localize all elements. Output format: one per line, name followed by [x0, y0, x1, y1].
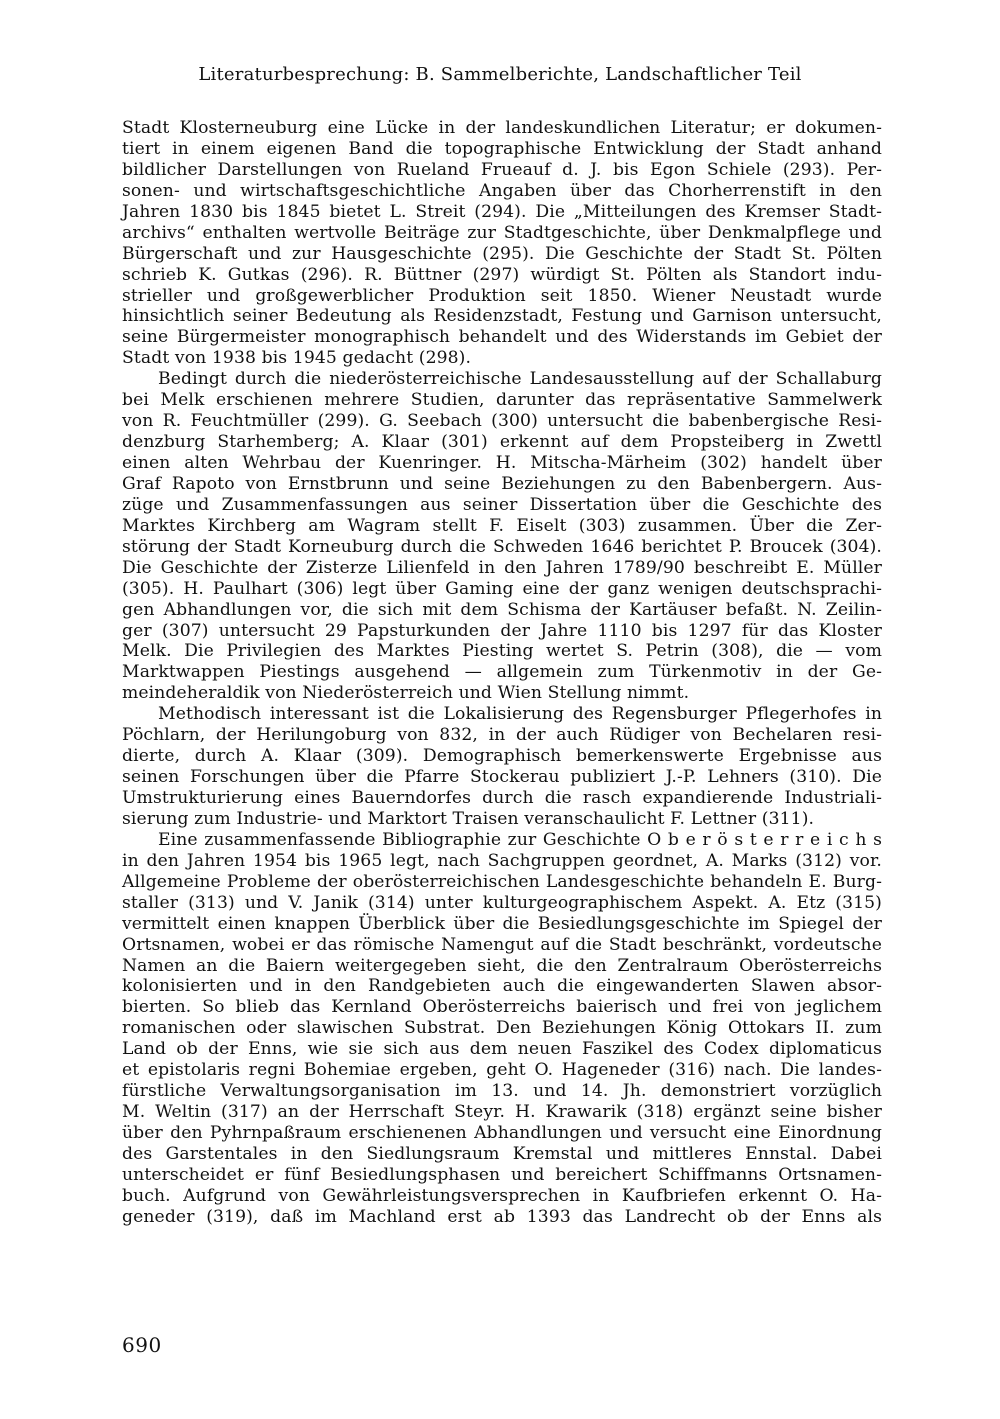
paragraph [122, 118, 882, 369]
text-line: dierte, durch A. Klaar (309). Demographisch bemerkenswerte Ergebnisse aus [122, 746, 882, 767]
text-line: Bürgerschaft und zur Hausgeschichte (295). Die Geschichte der Stadt St. Pölten [122, 243, 882, 264]
text-line: gen Abhandlungen vor, die sich mit dem Schisma der Kartäuser befaßt. N. Zeilin- [122, 599, 882, 620]
text-line: geneder (319), daß im Machland erst ab 1393 das Landrecht ob der Enns als [122, 1206, 882, 1227]
text-line: Pöchlarn, der Herilungoburg von 832, in der auch Rüdiger von Bechelaren resi- [122, 725, 882, 746]
text-line: des Garstentales in den Siedlungsraum Kremstal und mittleres Ennstal. Dabei [122, 1143, 882, 1164]
text-line: vermittelt einen knappen Überblick über die Besiedlungsgeschichte im Spiegel der [122, 913, 882, 934]
text-line: Namen an die Baiern weitergegeben sieht, die den Zentralraum Oberösterreichs [122, 955, 882, 976]
text-line: einen alten Wehrbau der Kuenringer. H. Mitscha-Märheim (302) handelt über [122, 453, 882, 473]
text-line: archivs“ enthalten wertvolle Beiträge zur Stadtgeschichte, über Denkmalpflege und [122, 222, 882, 243]
text-line: züge und Zusammenfassungen aus seiner Dissertation über die Geschichte des [122, 494, 882, 515]
text-line: buch. Aufgrund von Gewährleistungsversprechen in Kaufbriefen erkennt O. Ha- [122, 1185, 882, 1206]
paragraph [122, 830, 882, 1228]
text-line: kolonisierten und in den Randgebieten auch die eingewanderten Slawen absor- [122, 976, 882, 997]
text-line: schrieb K. Gutkas (296). R. Büttner (297) würdigt St. Pölten als Standort indu- [122, 264, 882, 285]
text-line: störung der Stadt Korneuburg durch die Schweden 1646 berichtet P. Broucek (304). [122, 536, 882, 557]
paragraph [122, 369, 882, 704]
text-line: denzburg Starhemberg; A. Klaar (301) erkennt auf dem Propsteiberg in Zwettl [122, 432, 882, 453]
text-line: staller (313) und V. Janik (314) unter kulturgeographischem Aspekt. A. Etz (315) [122, 892, 882, 913]
text-line: Marktes Kirchberg am Wagram stellt F. Eiselt (303) zusammen. Über die Zer- [122, 515, 882, 536]
text-line: tiert in einem eigenen Band die topographische Entwicklung der Stadt anhand [122, 138, 882, 159]
text-line: M. Weltin (317) an der Herrschaft Steyr. H. Krawarik (318) ergänzt seine bisher [122, 1102, 882, 1123]
body-text [122, 118, 882, 1228]
text-line: Jahren 1830 bis 1845 bietet L. Streit (294). Die „Mitteilungen des Kremser Stadt- [122, 201, 882, 222]
text-line: sonen- und wirtschaftsgeschichtliche Angaben über das Chorherrenstift in den [122, 180, 882, 201]
text-line: sierung zum Industrie- und Marktort Traisen veranschaulicht F. Lettner (311). [122, 808, 815, 829]
text-line: Graf Rapoto von Ernstbrunn und seine Beziehungen zu den Babenbergern. Aus- [122, 473, 882, 494]
text-line: Melk. Die Privilegien des Marktes Piesting wertet S. Petrin (308), die — vom [122, 641, 882, 662]
text-line: meindeheraldik von Niederösterreich und Wien Stellung nimmt. [122, 683, 690, 704]
text-line: Marktwappen Piestings ausgehend — allgemein zum Türkenmotiv in der Ge- [122, 662, 882, 683]
text-line: über den Pyhrnpaßraum erschienenen Abhandlungen und versucht eine Einordnung [122, 1123, 882, 1143]
text-line: Die Geschichte der Zisterze Lilienfeld in den Jahren 1789/90 beschreibt E. Müller [122, 557, 882, 578]
text-line: seinen Forschungen über die Pfarre Stockerau publiziert J.-P. Lehners (310). Die [122, 767, 882, 788]
text-line: seine Bürgermeister monographisch behandelt und des Widerstands im Gebiet der [122, 327, 882, 348]
text-line: romanischen oder slawischen Substrat. Den Beziehungen König Ottokars II. zum [122, 1018, 882, 1039]
text-line: Stadt Klosterneuburg eine Lücke in der landeskundlichen Literatur; er dokumen- [122, 118, 882, 138]
text-line: Methodisch interessant ist die Lokalisierung des Regensburger Pflegerhofes in [158, 704, 882, 725]
text-line: Eine zusammenfassende Bibliographie zur Geschichte O b e r ö s t e r r e i c h s [158, 829, 882, 850]
text-line: in den Jahren 1954 bis 1965 legt, nach Sachgruppen geordnet, A. Marks (312) vor. [122, 850, 882, 871]
text-line: Stadt von 1938 bis 1945 gedacht (298). [122, 348, 472, 369]
text-line: Ortsnamen, wobei er das römische Namengut auf die Stadt beschränkt, vordeutsche [122, 934, 882, 955]
text-line: et epistolaris regni Bohemiae ergeben, geht O. Hageneder (316) nach. Die landes- [122, 1060, 882, 1081]
text-line: (305). H. Paulhart (306) legt über Gaming eine der ganz wenigen deutschsprachi- [122, 578, 882, 599]
text-line: bierten. So blieb das Kernland Oberösterreichs baierisch und frei von jeglichem [122, 997, 882, 1018]
text-line: von R. Feuchtmüller (299). G. Seebach (300) untersucht die babenbergische Resi- [122, 411, 882, 432]
running-header: Literaturbesprechung: B. Sammelberichte, Landschaftlicher Teil [198, 64, 802, 85]
text-line: bei Melk erschienen mehrere Studien, darunter das repräsentative Sammelwerk [122, 390, 882, 411]
text-line: Land ob der Enns, wie sie sich aus dem neuen Faszikel des Codex diplomaticus [122, 1039, 882, 1060]
text-line: Umstrukturierung eines Bauerndorfes durch die rasch expandierende Industriali- [122, 788, 882, 808]
paragraph [122, 704, 882, 830]
text-line: bildlicher Darstellungen von Rueland Frueauf d. J. bis Egon Schiele (293). Per- [122, 159, 882, 180]
text-line: Allgemeine Probleme der oberösterreichischen Landesgeschichte behandeln E. Burg- [122, 871, 882, 892]
text-line: fürstliche Verwaltungsorganisation im 13. und 14. Jh. demonstriert vorzüglich [122, 1081, 882, 1102]
text-line: Bedingt durch die niederösterreichische Landesausstellung auf der Schallaburg [158, 369, 882, 390]
text-line: unterscheidet er fünf Besiedlungsphasen und bereichert Schiffmanns Ortsnamen- [122, 1164, 882, 1185]
text-line: ger (307) untersucht 29 Papsturkunden der Jahre 1110 bis 1297 für das Kloster [122, 620, 882, 641]
text-line: strieller und großgewerblicher Produktion seit 1850. Wiener Neustadt wurde [122, 285, 882, 306]
page-number: 690 [122, 1333, 162, 1357]
text-line: hinsichtlich seiner Bedeutung als Residenzstadt, Festung und Garnison untersucht, [122, 306, 882, 327]
